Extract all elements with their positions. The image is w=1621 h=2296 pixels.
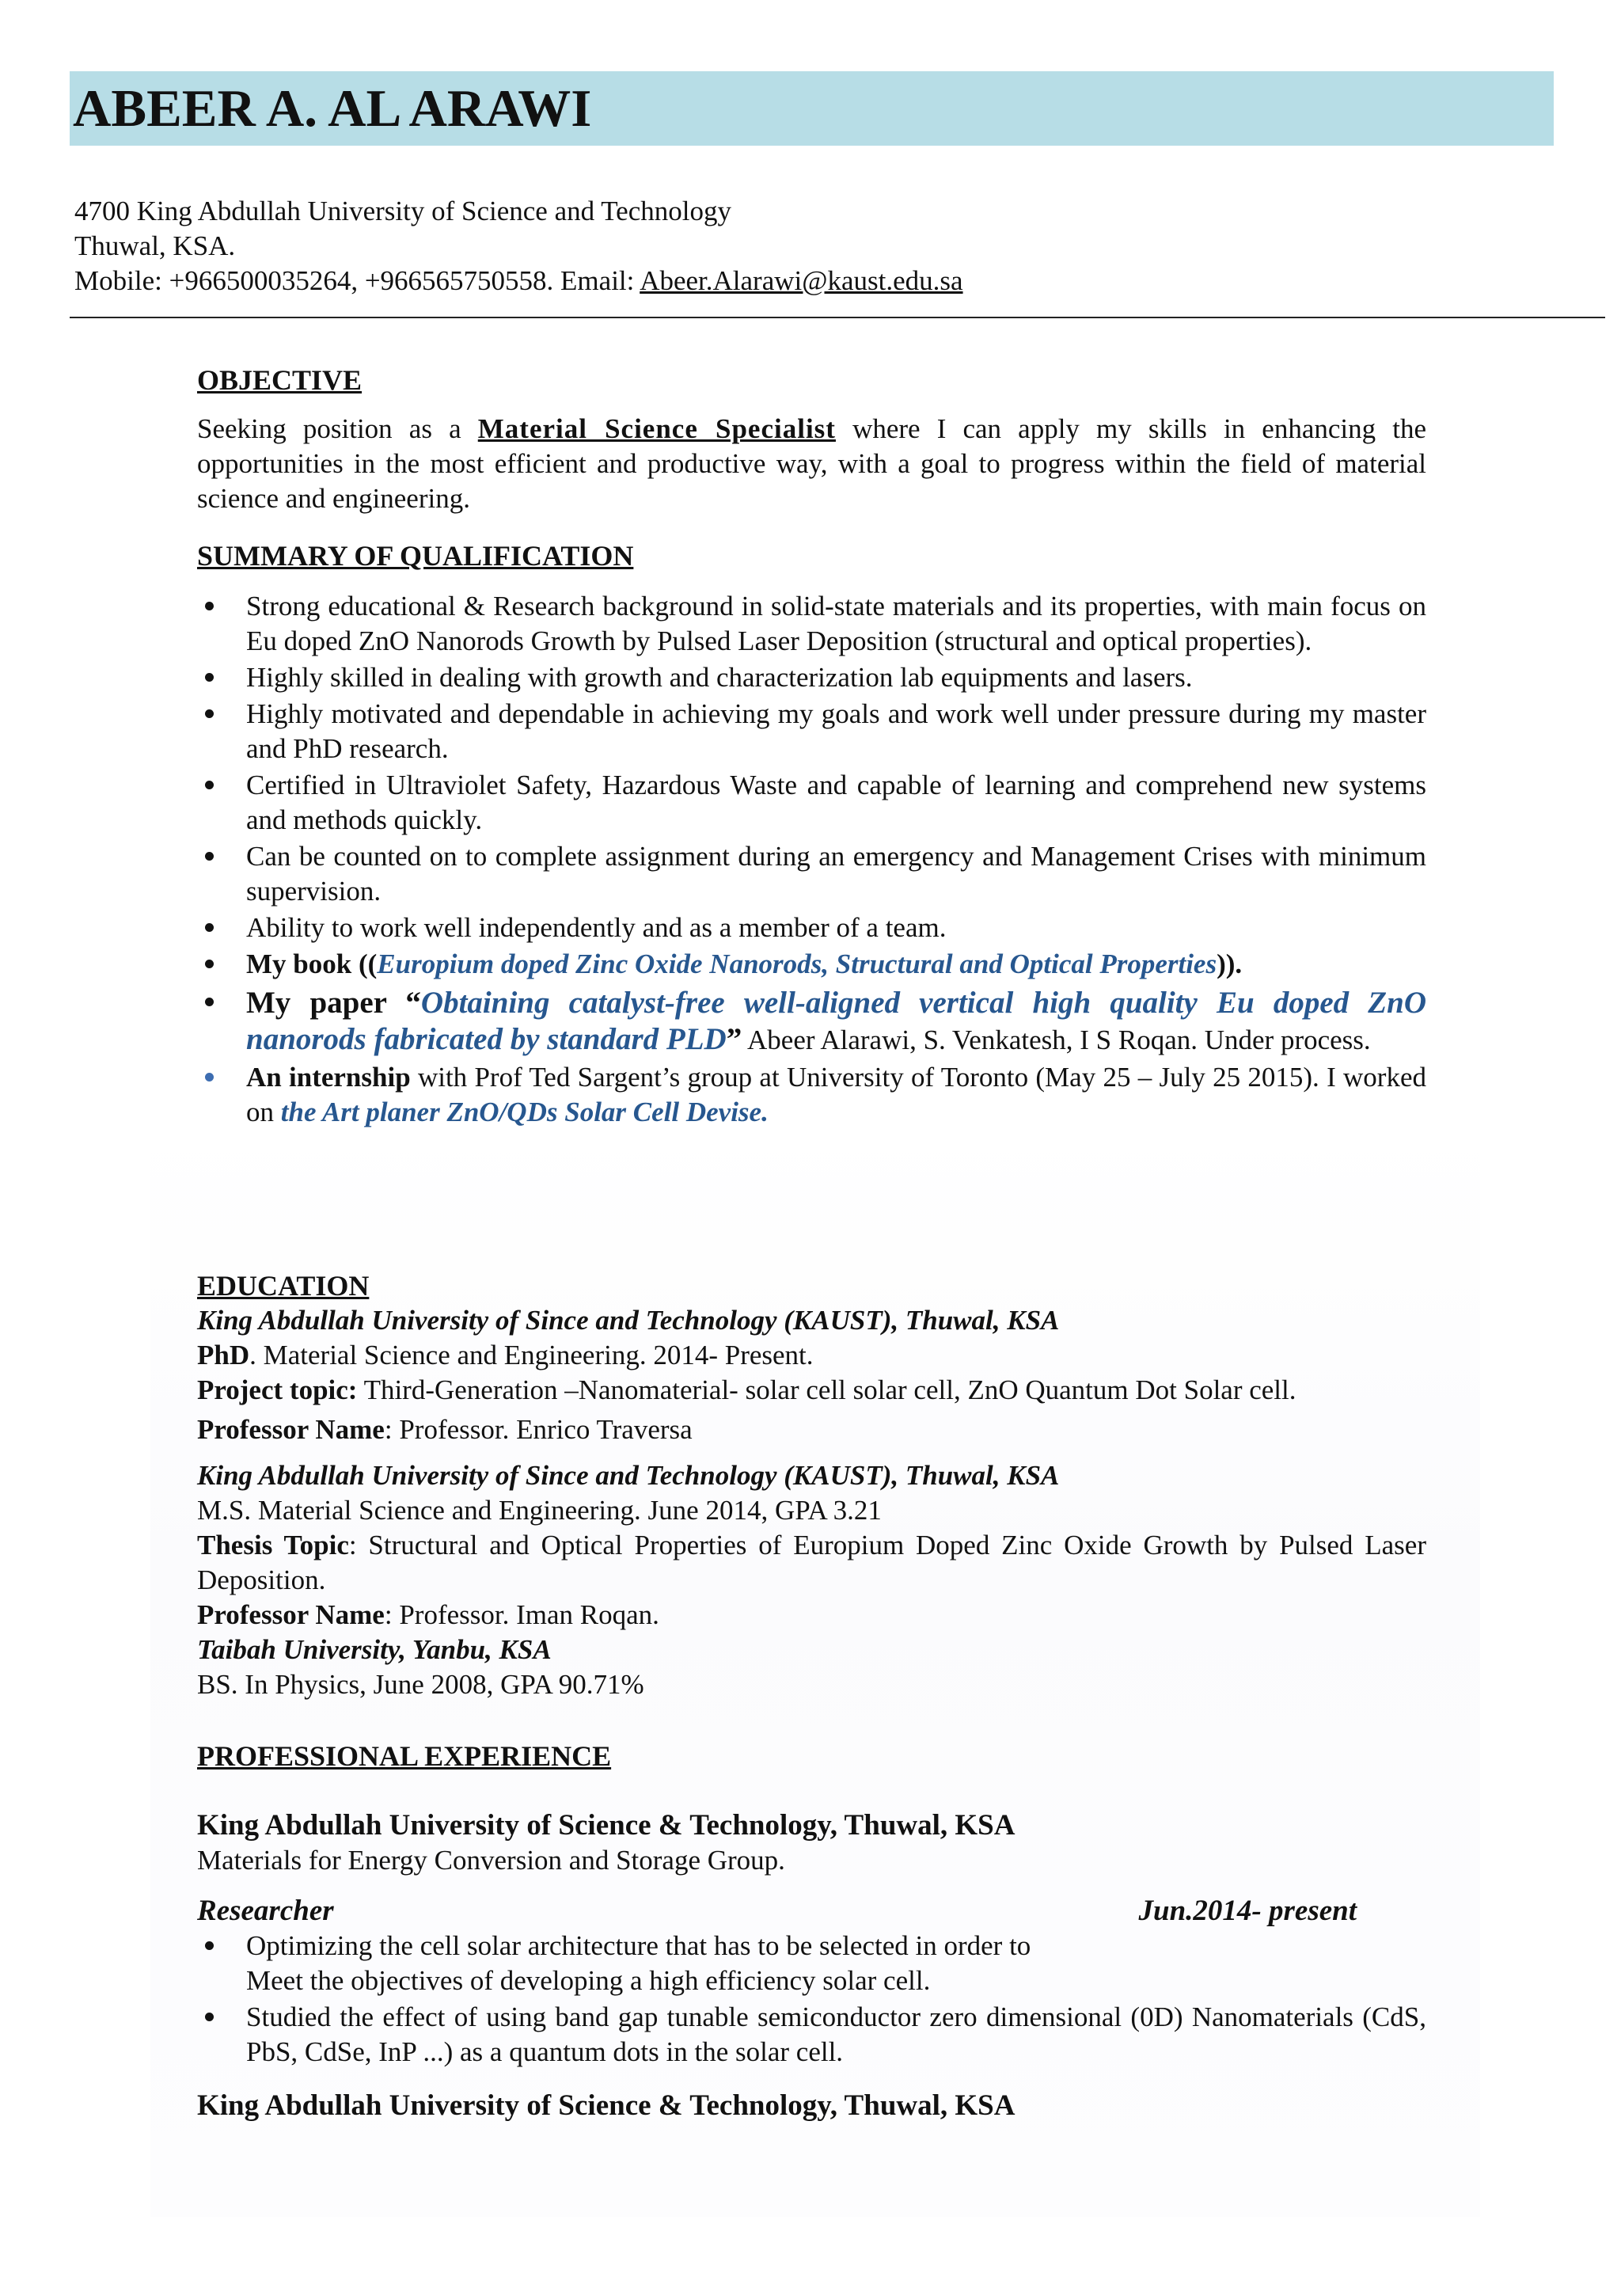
objective-role: Material Science Specialist <box>477 413 836 444</box>
address-line-1: 4700 King Abdullah University of Science and Technology <box>74 196 731 226</box>
objective-text <box>197 412 1426 516</box>
experience-org-2: King Abdullah University of Science & Technology, Thuwal, KSA <box>197 2089 1015 2122</box>
phd-degree <box>197 1338 1426 1373</box>
phone-email-line <box>74 264 963 298</box>
experience-section <box>197 1739 1426 2123</box>
internship-label: An internship <box>246 1062 411 1093</box>
ms-prof-label: Professor Name <box>197 1599 385 1630</box>
summary-item-text: Certified in Ultraviolet Safety, Hazardous Waste and capable of learning and comprehend new systems and methods quickly. <box>246 770 1426 835</box>
list-item <box>197 947 1426 982</box>
bs-institution: Taibah University, Yanbu, KSA <box>197 1634 552 1665</box>
mobile-text: Mobile: +966500035264, +966565750558. Email: <box>74 265 640 296</box>
experience-bullet-text: Optimizing the cell solar architecture that has to be selected in order to Meet the objectives of developing a high efficiency solar cell. <box>246 1930 1031 1996</box>
paper-title: Obtaining catalyst-free well-aligned vertical high quality Eu doped ZnO nanorods fabricated by standard PLD <box>246 986 1426 1056</box>
ms-thesis <box>197 1528 1426 1598</box>
bullet-icon <box>205 602 214 610</box>
bullet-icon <box>205 2013 214 2021</box>
email-link[interactable]: Abeer.Alarawi@kaust.edu.sa <box>640 265 963 296</box>
job-title-row <box>197 1894 1357 1929</box>
bullet-icon <box>205 852 214 861</box>
list-item <box>197 660 1426 695</box>
phd-professor <box>197 1412 1426 1447</box>
list-item <box>197 1060 1426 1130</box>
paper-close: ” <box>726 1022 742 1056</box>
experience-group-1: Materials for Energy Conversion and Storage Group. <box>197 1845 785 1876</box>
experience-heading: PROFESSIONAL EXPERIENCE <box>197 1740 612 1772</box>
candidate-name: ABEER A. AL ARAWI <box>73 79 592 138</box>
education-heading: EDUCATION <box>197 1270 370 1302</box>
book-close: )). <box>1217 948 1243 979</box>
list-item <box>197 839 1426 909</box>
book-label: My book (( <box>246 948 378 979</box>
ms-degree: M.S. Material Science and Engineering. June 2014, GPA 3.21 <box>197 1495 882 1526</box>
list-item <box>197 910 1426 945</box>
experience-bullet-text: Studied the effect of using band gap tunable semiconductor zero dimensional (0D) Nanomaterials (CdS, PbS, CdSe, InP ...) as a quantum dots in the solar cell. <box>246 2001 1426 2067</box>
bullet-icon <box>205 923 214 932</box>
bullet-icon <box>205 1073 214 1081</box>
summary-item-text: Highly motivated and dependable in achieving my goals and work well under pressure during my master and PhD research. <box>246 698 1426 764</box>
paper-label: My paper “ <box>246 986 421 1020</box>
objective-heading: OBJECTIVE <box>197 364 363 396</box>
phd-degree-text: . Material Science and Engineering. 2014- Present. <box>249 1340 814 1370</box>
job-dates: Jun.2014- present <box>1138 1895 1357 1927</box>
phd-prof-text: : Professor. Enrico Traversa <box>384 1414 693 1445</box>
bullet-icon <box>205 998 214 1006</box>
experience-org-1: King Abdullah University of Science & Technology, Thuwal, KSA <box>197 1809 1015 1842</box>
list-item <box>197 2000 1426 2070</box>
list-item <box>197 1929 1085 1998</box>
job-title: Researcher <box>197 1895 334 1927</box>
header-divider <box>70 317 1605 318</box>
education-section <box>197 1268 1426 1702</box>
bs-degree: BS. In Physics, June 2008, GPA 90.71% <box>197 1669 644 1700</box>
ms-thesis-label: Thesis Topic <box>197 1530 349 1560</box>
book-title: Europium doped Zinc Oxide Nanorods, Structural and Optical Properties <box>377 948 1217 979</box>
summary-section <box>197 538 1426 1130</box>
phd-topic-text: Third-Generation –Nanomaterial- solar cell solar cell, ZnO Quantum Dot Solar cell. <box>357 1374 1296 1405</box>
ms-prof-text: : Professor. Iman Roqan. <box>384 1599 659 1630</box>
summary-item-text: Strong educational & Research background in solid-state materials and its properties, with main focus on Eu doped ZnO Nanorods Growth by Pulsed Laser Deposition (structural and optical properties). <box>246 591 1426 656</box>
internship-text: with Prof Ted Sargent’s group at University of Toronto (May 25 – July 25 2015). I worked on <box>246 1062 1426 1127</box>
ms-thesis-text: : Structural and Optical Properties of Europium Doped Zinc Oxide Growth by Pulsed Laser Deposition. <box>197 1530 1426 1595</box>
bullet-icon <box>205 781 214 789</box>
list-item <box>197 985 1426 1059</box>
contact-block <box>74 194 963 298</box>
objective-section <box>197 363 1426 516</box>
summary-list <box>197 589 1426 1130</box>
experience-bullets <box>197 1929 1426 2070</box>
ms-institution: King Abdullah University of Since and Technology (KAUST), Thuwal, KSA <box>197 1460 1060 1491</box>
bullet-icon <box>205 709 214 718</box>
phd-topic <box>197 1373 1426 1408</box>
list-item <box>197 768 1426 838</box>
ms-professor <box>197 1598 1426 1633</box>
list-item <box>197 697 1426 766</box>
summary-item-text: Ability to work well independently and as a member of a team. <box>246 912 947 943</box>
internship-project: the Art planer ZnO/QDs Solar Cell Devise. <box>280 1097 769 1127</box>
list-item <box>197 589 1426 659</box>
summary-item-text: Highly skilled in dealing with growth and characterization lab equipments and lasers. <box>246 662 1193 693</box>
summary-heading: SUMMARY OF QUALIFICATION <box>197 540 634 572</box>
bullet-icon <box>205 960 214 968</box>
summary-item-text: Can be counted on to complete assignment during an emergency and Management Crises with minimum supervision. <box>246 841 1426 907</box>
phd-prof-label: Professor Name <box>197 1414 385 1445</box>
bullet-icon <box>205 673 214 682</box>
objective-post: where I can apply my skills in enhancing the opportunities in the most efficient and productive way, with a goal to progress within the field of material science and engineering. <box>197 413 1427 514</box>
bullet-icon <box>205 1941 214 1950</box>
phd-institution: King Abdullah University of Since and Technology (KAUST), Thuwal, KSA <box>197 1305 1060 1336</box>
objective-pre: Seeking position as a <box>197 413 478 444</box>
phd-degree-label: PhD <box>197 1340 250 1370</box>
paper-authors: Abeer Alarawi, S. Venkatesh, I S Roqan. Under process. <box>742 1024 1371 1055</box>
phd-topic-label: Project topic: <box>197 1374 358 1405</box>
address-line-2: Thuwal, KSA. <box>74 230 236 261</box>
